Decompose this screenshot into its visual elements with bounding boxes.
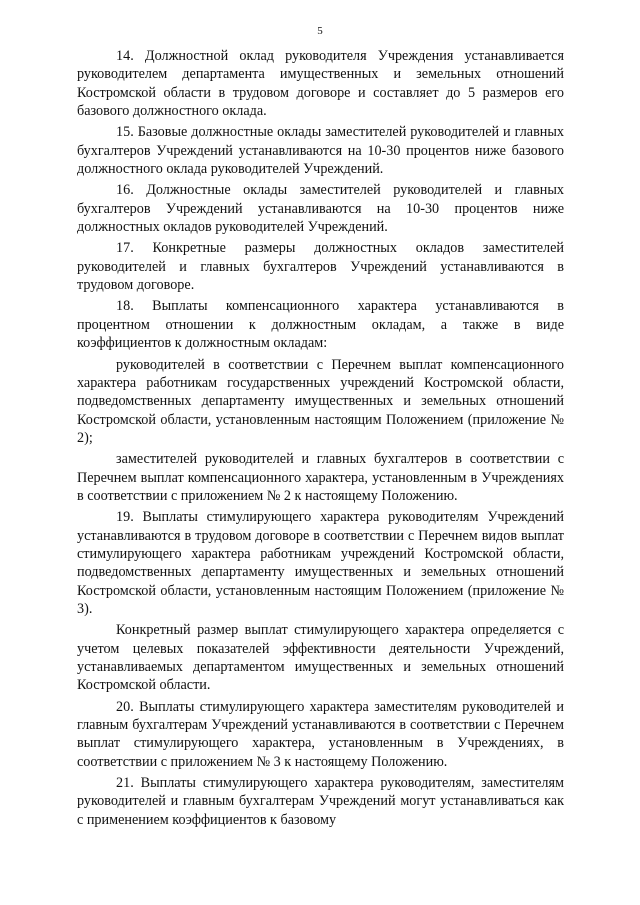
paragraph-19: 19. Выплаты стимулирующего характера руководителям Учреждений устанавливаются в трудовом договоре в соответствии с Перечнем видов выплат стимулирующего характера работникам учреждений Костромской области, подведомственных департаменту имущественных и земельных отношений Костромской области, установленным настоящим Положением (приложение № 3).	[77, 509, 564, 617]
paragraph-16: 16. Должностные оклады заместителей руководителей и главных бухгалтеров Учреждений устанавливаются на 10-30 процентов ниже должностных окладов руководителей Учреждений.	[77, 182, 564, 236]
paragraph-15: 15. Базовые должностные оклады заместителей руководителей и главных бухгалтеров Учреждений устанавливаются на 10-30 процентов ниже базового должностного оклада руководителей Учреждений.	[77, 124, 564, 178]
paragraph-19-continuation: Конкретный размер выплат стимулирующего характера определяется с учетом целевых показателей эффективности деятельности Учреждений, устанавливаемых департаментом имущественных и земельных отношений Костромской области.	[77, 622, 564, 694]
paragraph-18: 18. Выплаты компенсационного характера устанавливаются в процентном отношении к должностным окладам, а также в виде коэффициентов к должностным окладам:	[77, 298, 564, 352]
page-number: 5	[317, 25, 323, 37]
paragraph-14: 14. Должностной оклад руководителя Учреждения устанавливается руководителем департамента имущественных и земельных отношений Костромской области в трудовом договоре и составляет до 5 размеров его базового должностного оклада.	[77, 48, 564, 120]
paragraph-17: 17. Конкретные размеры должностных окладов заместителей руководителей и главных бухгалтеров Учреждений устанавливаются в трудовом договоре.	[77, 240, 564, 294]
paragraph-18-item-deputies: заместителей руководителей и главных бухгалтеров в соответствии с Перечнем выплат компенсационного характера, установленным в Учреждениях в соответствии с приложением № 2 к настоящему Положению.	[77, 451, 564, 504]
paragraph-21: 21. Выплаты стимулирующего характера руководителям, заместителям руководителей и главным бухгалтерам Учреждений могут устанавливаться как с применением коэффициентов к базовому	[77, 775, 564, 828]
paragraph-20: 20. Выплаты стимулирующего характера заместителям руководителей и главным бухгалтерам Учреждений устанавливаются в соответствии с Перечнем выплат стимулирующего характера, установленным в Учреждениях, в соответствии с приложением № 3 к настоящему Положению.	[77, 698, 564, 770]
paragraph-18-item-heads: руководителей в соответствии с Перечнем выплат компенсационного характера работникам государственных учреждений Костромской области, подведомственных департаменту имущественных и земельных отношений Костромской области, установленным настоящим Положением (приложение № 2);	[77, 356, 564, 446]
document-body	[77, 47, 564, 832]
